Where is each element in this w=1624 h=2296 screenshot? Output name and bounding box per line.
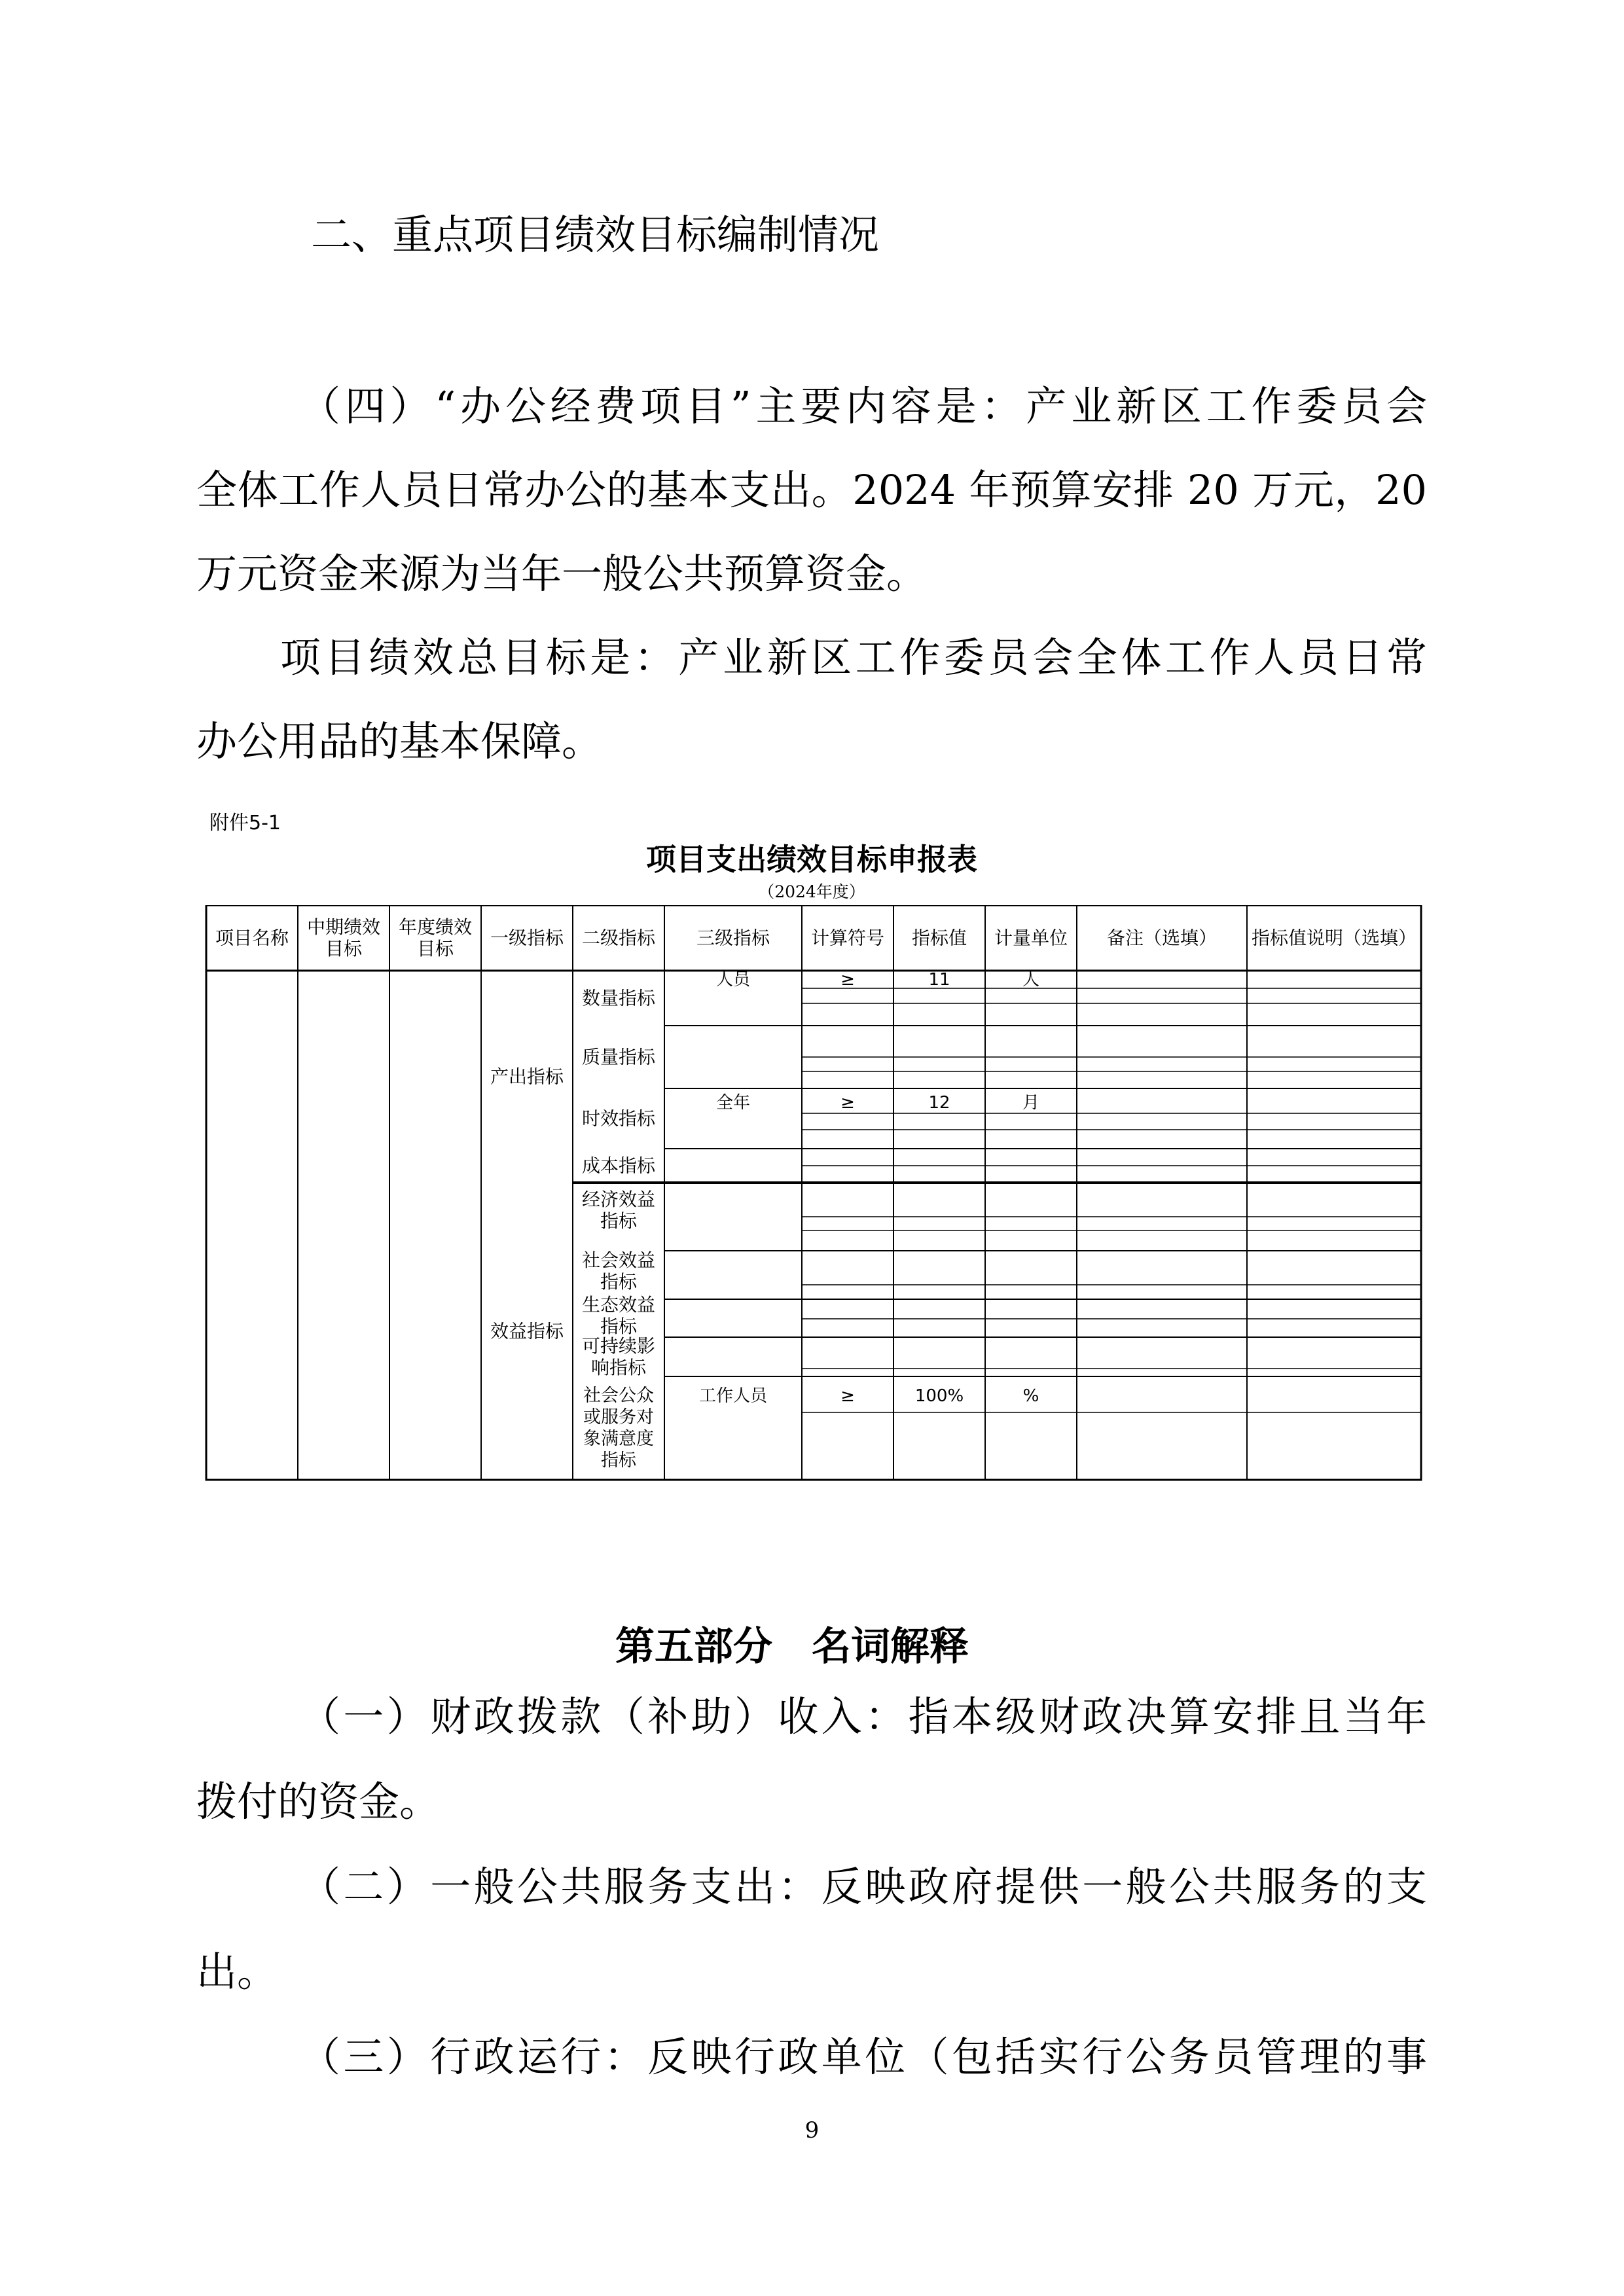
- level2-timeliness: 时效指标: [581, 1107, 656, 1130]
- level2-social: 指标: [600, 1271, 638, 1293]
- level2-economic: 指标: [600, 1210, 638, 1232]
- def1-line1: （一）财政拨款（补助）收入：指本级财政决算安排且当年: [300, 1693, 1427, 1740]
- header-level1: 一级指标: [490, 927, 564, 949]
- def2-line2: 出。: [196, 1948, 278, 1996]
- header-level3: 三级指标: [696, 927, 770, 949]
- header-level2: 二级指标: [581, 927, 656, 949]
- header-symbol: 计算符号: [810, 927, 885, 949]
- def3-line1: （三）行政运行：反映行政单位（包括实行公务员管理的事: [300, 2033, 1427, 2081]
- level1-benefit: 效益指标: [490, 1320, 564, 1342]
- level2-quantity: 数量指标: [581, 987, 656, 1009]
- level2-ecological: 生态效益: [581, 1293, 656, 1316]
- level2-social: 社会效益: [581, 1249, 656, 1271]
- def2-line1: （二）一般公共服务支出：反映政府提供一般公共服务的支: [300, 1863, 1427, 1910]
- page-number: 9: [804, 2117, 820, 2144]
- timeliness-row-unit: 月: [1022, 1093, 1040, 1113]
- level2-satisfaction: 社会公众: [583, 1386, 654, 1406]
- level2-satisfaction: 象满意度: [583, 1429, 654, 1449]
- level2-satisfaction: 指标: [601, 1450, 636, 1471]
- header-annual: 目标: [416, 938, 454, 960]
- timeliness-row-symbol: ≥: [840, 1093, 855, 1113]
- timeliness-row-level3: 全年: [715, 1093, 751, 1113]
- part5-heading: 第五部分 名词解释: [615, 1624, 969, 1670]
- table-border: [206, 905, 1421, 1480]
- satisfaction-row-value: 100%: [914, 1386, 964, 1406]
- section-heading: 二、重点项目绩效目标编制情况: [311, 211, 880, 259]
- table-title: 项目支出绩效目标申报表: [646, 842, 977, 877]
- quantity-row-level3: 人员: [715, 970, 751, 990]
- satisfaction-row-level3: 工作人员: [698, 1386, 768, 1406]
- table-year: （2024年度）: [758, 882, 865, 901]
- quantity-row-value: 11: [928, 970, 950, 990]
- level2-sustainable: 可持续影: [581, 1335, 656, 1357]
- header-unit: 计量单位: [994, 927, 1068, 949]
- para1-line3: 万元资金来源为当年一般公共预算资金。: [196, 550, 928, 598]
- level2-economic: 经济效益: [581, 1188, 656, 1210]
- level2-cost: 成本指标: [581, 1155, 656, 1177]
- level2-satisfaction: 或服务对: [583, 1407, 654, 1427]
- header-explain: 指标值说明（选填）: [1251, 927, 1417, 949]
- header-value: 指标值: [911, 927, 967, 949]
- annex-label: 附件5-1: [209, 812, 281, 834]
- header-midterm: 中期绩效: [306, 916, 381, 938]
- level1-output: 产出指标: [490, 1066, 564, 1088]
- para1-line1: （四）“办公经费项目”主要内容是：产业新区工作委员会: [300, 382, 1427, 430]
- header-project-name: 项目名称: [215, 927, 289, 949]
- def1-line2: 拨付的资金。: [196, 1778, 441, 1825]
- para1-line2: 全体工作人员日常办公的基本支出。2024 年预算安排 20 万元，20: [196, 466, 1427, 514]
- header-annual: 年度绩效: [398, 916, 473, 938]
- level2-sustainable: 响指标: [590, 1357, 647, 1379]
- satisfaction-row-unit: %: [1022, 1386, 1039, 1406]
- quantity-row-unit: 人: [1022, 970, 1040, 990]
- quantity-row-symbol: ≥: [840, 970, 855, 990]
- para2-line2: 办公用品的基本保障。: [196, 717, 603, 765]
- timeliness-row-value: 12: [928, 1093, 950, 1113]
- performance-target-table: [205, 905, 1422, 1481]
- header-midterm: 目标: [325, 938, 363, 960]
- header-remark: 备注（选填）: [1106, 927, 1218, 949]
- level2-ecological: 指标: [600, 1316, 638, 1338]
- para2-line1: 项目绩效总目标是：产业新区工作委员会全体工作人员日常: [280, 634, 1427, 681]
- satisfaction-row-symbol: ≥: [840, 1386, 855, 1406]
- level2-quality: 质量指标: [581, 1046, 656, 1068]
